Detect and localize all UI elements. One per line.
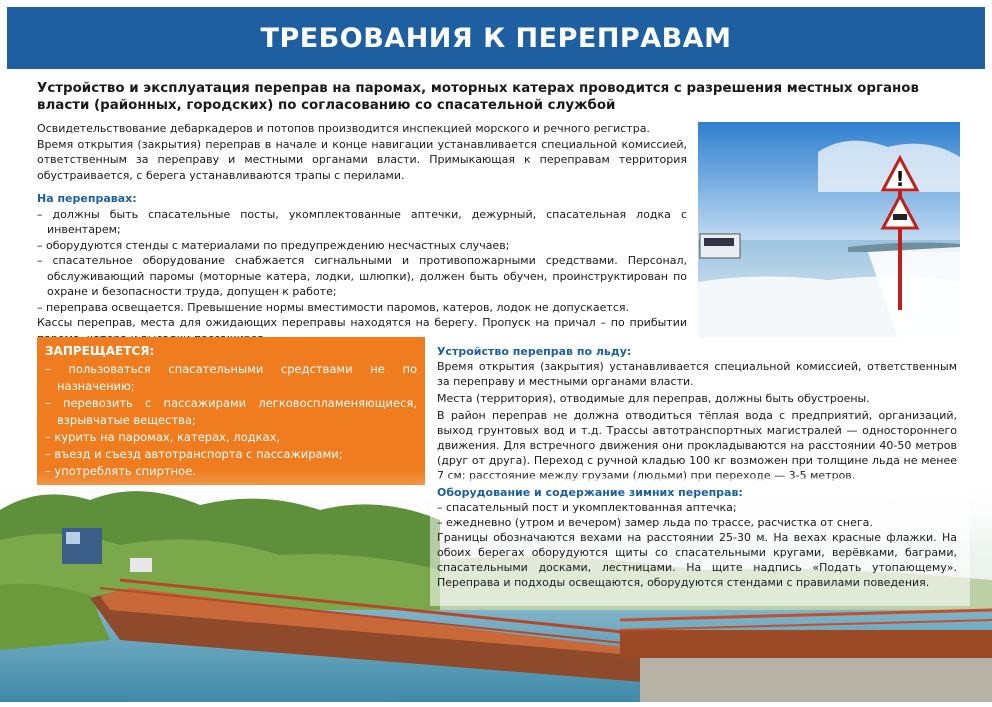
ferries-title: На переправах: xyxy=(37,192,137,205)
header-banner xyxy=(7,7,985,69)
ice-paragraph: В район переправ не должна отводиться тёплая вода с предприятий, организаций, выход грунтовых вод и т.д. Трассы автотранспортных магистралей — одностороннего движения. Для встречного движения они прокладываются на расстоянии 40-50 метров (друг от друга). Переход с ручной кладью 100 кг возможен при толщине льда не менее xyxy=(437,409,957,467)
list-item: – спасательный пост и укомплектованная аптечка; xyxy=(437,501,737,514)
winter-equipment-closing: Границы обозначаются вехами на расстоянии 25-30 м. На вехах красные флажки. На обоих берегах оборудуются щиты со спасательными кругами, верёвками, баграми, спасательными досками, лестницами. На щите надпись «Подать утопающему». Переправа и подходы освещаются, оборудуются стендами с правилами поведения. xyxy=(437,531,957,589)
list-item: – въезд и съезд автотранспорта с пассажирами; xyxy=(45,447,343,461)
intro-paragraph: Освидетельствование дебаркадеров и потопов производится инспекцией морского и речного регистра. xyxy=(37,122,650,135)
svg-text:!: ! xyxy=(895,167,905,191)
list-item: – курить на паромах, катерах, лодках, xyxy=(45,430,281,444)
ferries-closing: Кассы переправ, места для ожидающих переправы находятся на берегу. Пропуск на причал – по прибытии xyxy=(37,316,687,329)
ferries-section xyxy=(37,191,687,346)
list-item: – оборудуются стенды с материалами по предупреждению несчастных случаев; xyxy=(37,238,510,252)
list-item: – пользоваться спасательными средствами не по назначению; xyxy=(45,362,417,393)
intro-text xyxy=(37,121,687,183)
winter-equipment-section xyxy=(437,485,957,590)
subtitle: Устройство и эксплуатация переправ на паромах, моторных катерах проводится с разрешения местных органов власти (районных, городских) по согласованию со спасательной службой xyxy=(37,81,919,113)
intro-paragraph: Время открытия (закрытия) переправ в начале и конце навигации устанавливается специальной комиссией, ответственным за переправу и местными органами власти. Примыкающая к переправам территория обустраивается, с берега устанавливаются трапы с перилами. xyxy=(37,137,687,182)
ice-section xyxy=(437,344,957,485)
list-item: – перевозить с пассажирами легковоспламеняющиеся, взрывчатые вещества; xyxy=(45,396,417,427)
list-item: – должны быть спасательные посты, укомплектованные аптечки, дежурный, спасательная лодка с инвентарем; xyxy=(37,207,687,236)
ice-paragraph: Места (территория), отводимые для переправ, должны быть обустроены. xyxy=(437,392,870,405)
winter-crossing-photo xyxy=(698,122,960,338)
list-item: – ежедневно (утром и вечером) замер льда по трассе, расчистка от снега. xyxy=(437,516,873,529)
winter-equipment-title: Оборудование и содержание зимних переправ: xyxy=(437,486,743,499)
forbidden-box xyxy=(37,337,425,485)
ferries-list xyxy=(37,207,687,316)
winter-equipment-list xyxy=(437,500,957,530)
ice-paragraph: Время открытия (закрытия) устанавливается специальной комиссией, ответственным за переправу и местными органами власти. xyxy=(437,360,957,388)
ice-title: Устройство переправ по льду: xyxy=(437,345,632,358)
forbidden-title: ЗАПРЕЩАЕТСЯ: xyxy=(45,344,155,358)
forbidden-list xyxy=(45,361,417,480)
list-item: – переправа освещается. Превышение нормы вместимости паромов, катеров, лодок не допускается. xyxy=(37,300,629,314)
winter-crossing-illustration xyxy=(698,122,960,338)
list-item: – спасательное оборудование снабжается сигнальными и противопожарными средствами. Персонал, обслуживающий паромы (моторные катера, лодки, шлюпки), должен быть обучен, проинструктирован по охране и безопасности труда, допущен к работе; xyxy=(37,254,687,298)
page-title: ТРЕБОВАНИЯ К ПЕРЕПРАВАМ xyxy=(260,22,732,54)
